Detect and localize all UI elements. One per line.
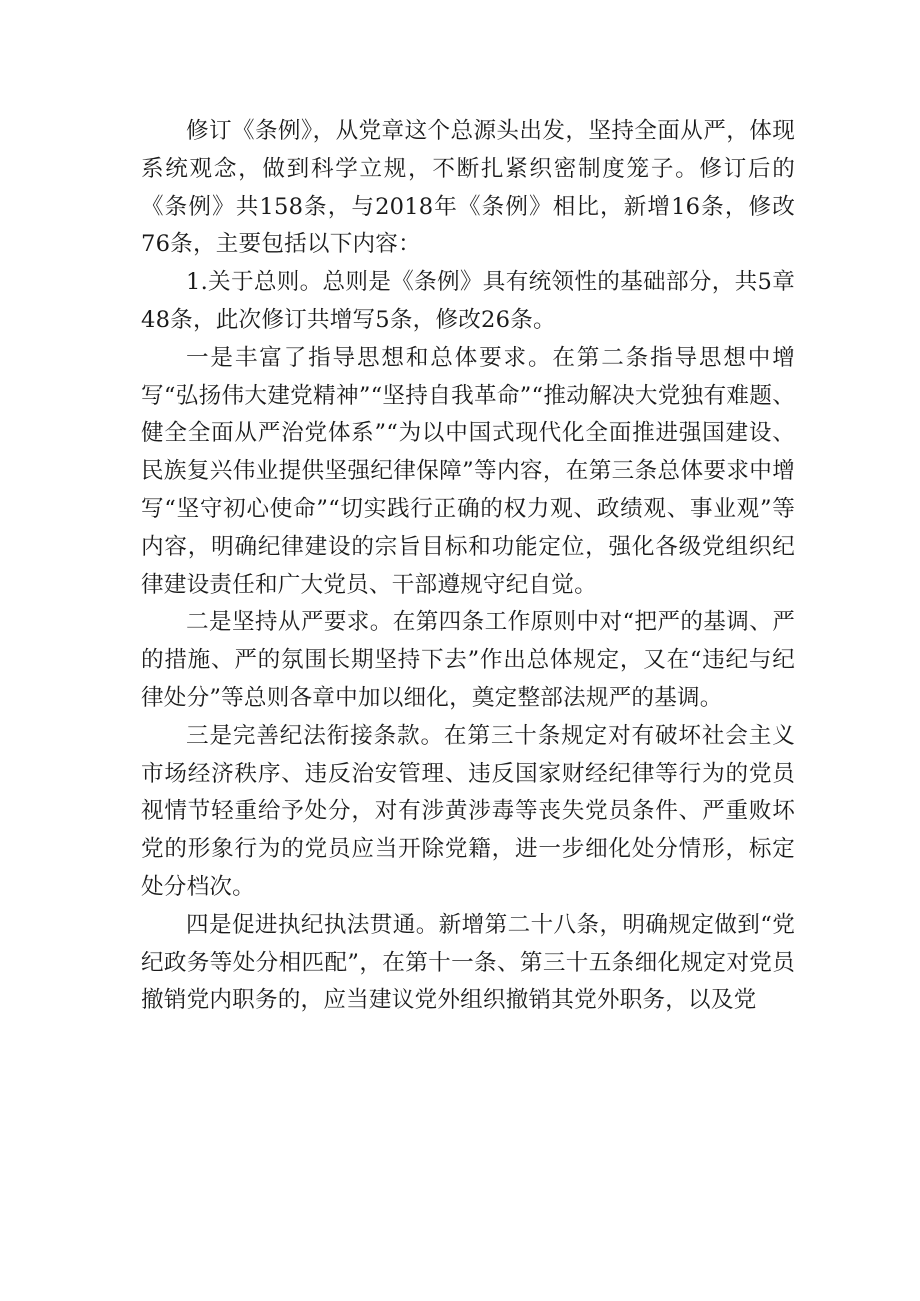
document-body [141,113,795,1020]
paragraph-point-three: 三是完善纪法衔接条款。在第三十条规定对有破坏社会主义市场经济秩序、违反治安管理、违反国家财经纪律等行为的党员视情节轻重给予处分，对有涉黄涉毒等丧失党员条件、严重败坏党的形象行为的党员应当开除党籍，进一步细化处分情形，标定处分档次。 [141,722,795,900]
paragraph-point-one: 一是丰富了指导思想和总体要求。在第二条指导思想中增写“弘扬伟大建党精神”“坚持自我革命”“推动解决大党独有难题、健全全面从严治党体系”“为以中国式现代化全面推进强国建设、民族复兴伟业提供坚强纪律保障”等内容，在第三条总体要求中增写“坚守初心使命”“切实践行正确的权力观、政绩观、事业观”等内容，明确纪律建设的宗旨目标和功能定位，强化各级党组织纪律建设责任和广大党员、干部遵规守纪自觉。 [141,344,795,598]
paragraph-general-provisions: 1.关于总则。总则是《条例》具有统领性的基础部分，共5章48条，此次修订共增写5条，修改26条。 [141,269,795,333]
paragraph-intro: 修订《条例》，从党章这个总源头出发，坚持全面从严，体现系统观念，做到科学立规，不断扎紧织密制度笼子。修订后的《条例》共158条，与2018年《条例》相比，新增16条，修改76条，主要包括以下内容： [141,118,795,258]
paragraph-point-two: 二是坚持从严要求。在第四条工作原则中对“把严的基调、严的措施、严的氛围长期坚持下去”作出总体规定，又在“违纪与纪律处分”等总则各章中加以细化，奠定整部法规严的基调。 [141,609,795,711]
paragraph-point-four: 四是促进执纪执法贯通。新增第二十八条，明确规定做到“党纪政务等处分相匹配”，在第十一条、第三十五条细化规定对党员撤销党内职务的，应当建议党外组织撤销其党外职务，以及党 [141,911,795,1014]
